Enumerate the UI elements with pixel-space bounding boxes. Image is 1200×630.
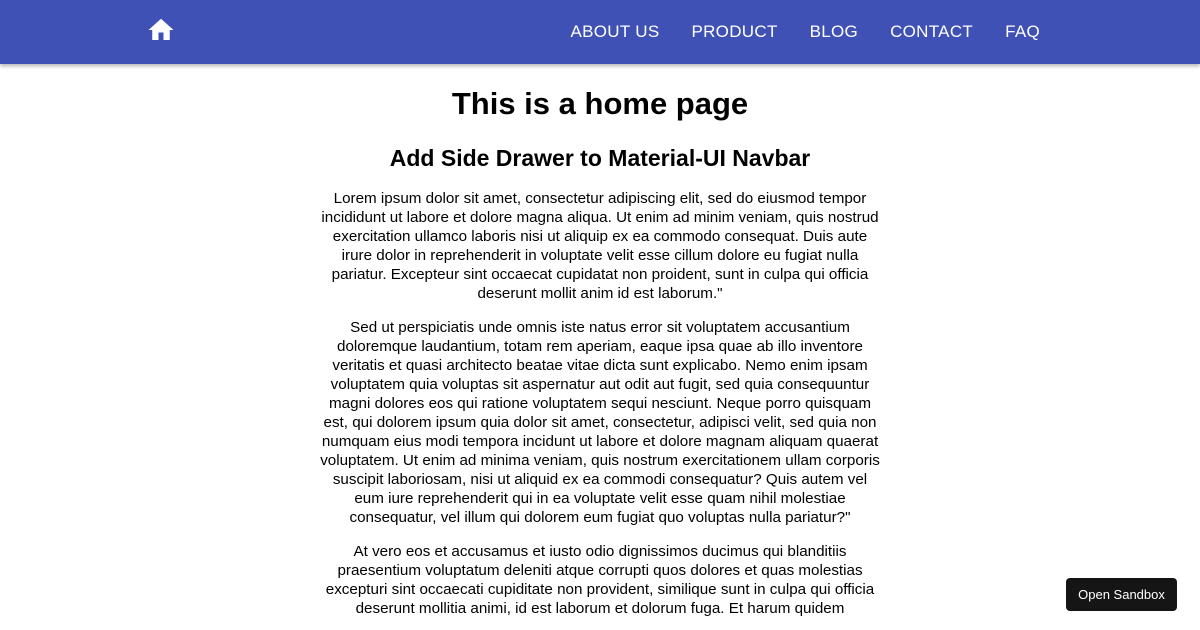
paragraph-3: At vero eos et accusamus et iusto odio dignissimos ducimus qui blanditiis praesentium voluptatum deleniti atque corrupti quos dolores et quas molestias excepturi sint occaecati cupiditate non provident, similique sunt in culpa qui officia deserunt mollitia animi, id est laborum et dolorum fuga. Et harum quidem [325, 543, 875, 617]
nav-link-faq[interactable]: FAQ [1005, 22, 1040, 41]
nav-link-product[interactable]: PRODUCT [691, 22, 778, 41]
open-sandbox-button[interactable]: Open Sandbox [1066, 578, 1177, 611]
paragraph-2: Sed ut perspiciatis unde omnis iste natus error sit voluptatem accusantium doloremque laudantium, totam rem aperiam, eaque ipsa quae ab illo inventore veritatis et quasi architecto beatae vitae dicta sunt explicabo. Nemo enim ipsam voluptatem quia voluptas sit aspernatur aut odit aut fugit, sed quia consequuntur magni dolores eos qui ratione voluptatem sequi nesciunt. Neque porro quisquam est, qui dolorem ipsum quia dolor sit amet, consectetur, adipisci velit, sed quia non numquam eius modi tempora incidunt ut labore et dolore magnam aliquam quaerat voluptatem. Ut enim ad minima veniam, quis nostrum exercitationem ullam corporis suscipit laboriosam, nisi ut aliquid ex ea commodi consequatur? Quis autem vel eum iure reprehenderit qui in ea voluptate velit esse quam nihil molestiae consequatur, vel illum qui dolorem eum fugiat quo voluptas nulla pariatur?" [320, 319, 880, 526]
page-title: This is a home page [451, 86, 749, 121]
paragraph-1: Lorem ipsum dolor sit amet, consectetur adipiscing elit, sed do eiusmod tempor incididunt ut labore et dolore magna aliqua. Ut enim ad minim veniam, quis nostrud exercitation ullamco laboris nisi ut aliquip ex ea commodo consequat. Duis aute irure dolor in reprehenderit in voluptate velit esse cillum dolore eu fugiat nulla pariatur. Excepteur sint occaecat cupidatat non proident, sunt in culpa qui officia deserunt mollit anim id est laborum." [321, 190, 879, 302]
home-button[interactable] [143, 12, 179, 48]
home-icon [146, 15, 176, 45]
nav-link-about-us[interactable]: ABOUT US [570, 22, 660, 41]
nav-link-contact[interactable]: CONTACT [890, 22, 974, 41]
main-content [0, 64, 1200, 630]
app-bar [0, 0, 1200, 64]
page-subtitle: Add Side Drawer to Material-UI Navbar [389, 145, 811, 171]
nav-link-blog[interactable]: BLOG [809, 22, 859, 41]
nav-links [570, 0, 1040, 64]
content-column [320, 86, 880, 618]
